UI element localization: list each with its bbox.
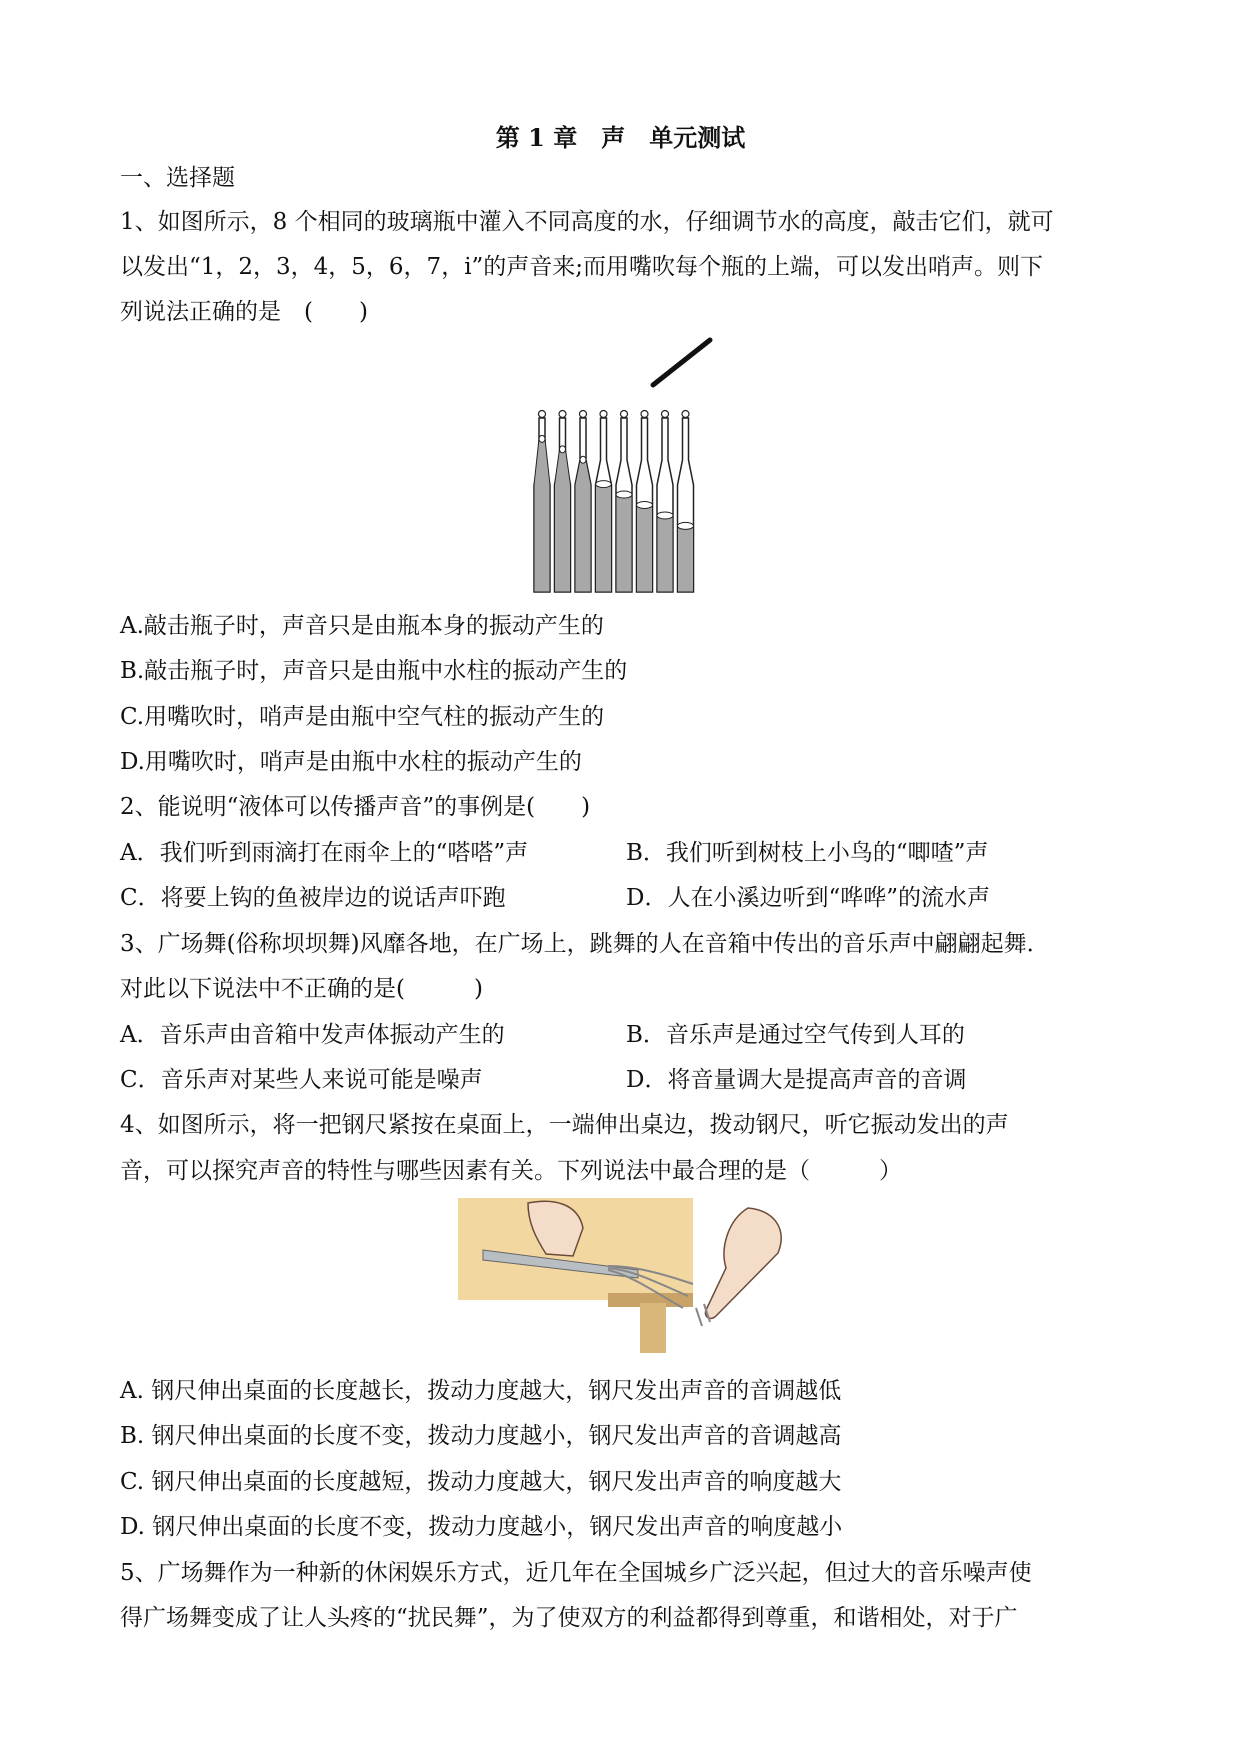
section-heading: 一、选择题 (120, 165, 235, 191)
q2-option-d: D．人在小溪边听到“哗哗”的流水声 (626, 885, 990, 911)
q4-stem-line-1: 4、如图所示，将一把钢尺紧按在桌面上，一端伸出桌边，拨动钢尺，听它振动发出的声 (120, 1112, 1009, 1138)
q1-stem-line-2: 以发出“1，2，3，4，5，6，7，i”的声音来;而用嘴吹每个瓶的上端，可以发出哨声。则下 (120, 254, 1044, 280)
q1-option-b: B.敲击瓶子时，声音只是由瓶中水柱的振动产生的 (120, 658, 628, 684)
q4-stem-line-2: 音，可以探究声音的特性与哪些因素有关。下列说法中最合理的是（ ） (120, 1158, 902, 1184)
page-title: 第 1 章 声 单元测试 (495, 123, 746, 152)
glass-bottle (637, 411, 653, 593)
q1-option-c: C.用嘴吹时，哨声是由瓶中空气柱的振动产生的 (120, 704, 605, 730)
q2-option-c: C．将要上钩的鱼被岸边的说话声吓跑 (120, 885, 506, 911)
glass-bottle (657, 411, 673, 593)
q1-option-d: D.用嘴吹时，哨声是由瓶中水柱的振动产生的 (120, 749, 582, 775)
q2-stem: 2、能说明“液体可以传播声音”的事例是( ) (120, 794, 591, 820)
q2-option-a: A．我们听到雨滴打在雨伞上的“嗒嗒”声 (120, 840, 529, 866)
q4-option-d: D. 钢尺伸出桌面的长度不变，拨动力度越小，钢尺发出声音的响度越小 (120, 1514, 843, 1540)
q5-stem-line-1: 5、广场舞作为一种新的休闲娱乐方式，近几年在全国城乡广泛兴起，但过大的音乐噪声使 (120, 1560, 1032, 1586)
q3-option-d: D．将音量调大是提高声音的音调 (626, 1067, 967, 1093)
glass-bottle (596, 411, 612, 593)
glass-bottle (616, 411, 632, 593)
q3-option-a: A．音乐声由音箱中发声体振动产生的 (120, 1022, 505, 1048)
q4-option-a: A. 钢尺伸出桌面的长度越长，拨动力度越大，钢尺发出声音的音调越低 (120, 1378, 842, 1404)
ruler-figure (458, 1198, 788, 1353)
q1-stem-line-1: 1、如图所示，8 个相同的玻璃瓶中灌入不同高度的水，仔细调节水的高度，敲击它们，就可 (120, 209, 1054, 235)
table-leg (640, 1303, 666, 1353)
q5-stem-line-2: 得广场舞变成了让人头疼的“扰民舞”，为了使双方的利益都得到尊重，和谐相处，对于广 (120, 1605, 1018, 1631)
q3-option-b: B．音乐声是通过空气传到人耳的 (626, 1022, 965, 1048)
striking-stick (653, 340, 710, 385)
q1-stem-line-3: 列说法正确的是 ( ) (120, 299, 368, 325)
glass-bottle (555, 411, 571, 593)
q1-option-a: A.敲击瓶子时，声音只是由瓶本身的振动产生的 (120, 613, 604, 639)
glass-bottle (678, 411, 694, 593)
q3-option-c: C．音乐声对某些人来说可能是噪声 (120, 1067, 483, 1093)
q3-stem-line-2: 对此以下说法中不正确的是( ) (120, 976, 483, 1002)
bottles-figure (520, 330, 720, 600)
q2-option-b: B．我们听到树枝上小鸟的“唧喳”声 (626, 840, 989, 866)
glass-bottle (575, 411, 591, 593)
plucking-hand (705, 1208, 781, 1318)
q3-stem-line-1: 3、广场舞(俗称坝坝舞)风靡各地，在广场上，跳舞的人在音箱中传出的音乐声中翩翩起舞． (120, 931, 1050, 957)
q4-option-c: C. 钢尺伸出桌面的长度越短，拨动力度越大，钢尺发出声音的响度越大 (120, 1469, 842, 1495)
q4-option-b: B. 钢尺伸出桌面的长度不变，拨动力度越小，钢尺发出声音的音调越高 (120, 1423, 842, 1449)
glass-bottle (534, 411, 550, 593)
